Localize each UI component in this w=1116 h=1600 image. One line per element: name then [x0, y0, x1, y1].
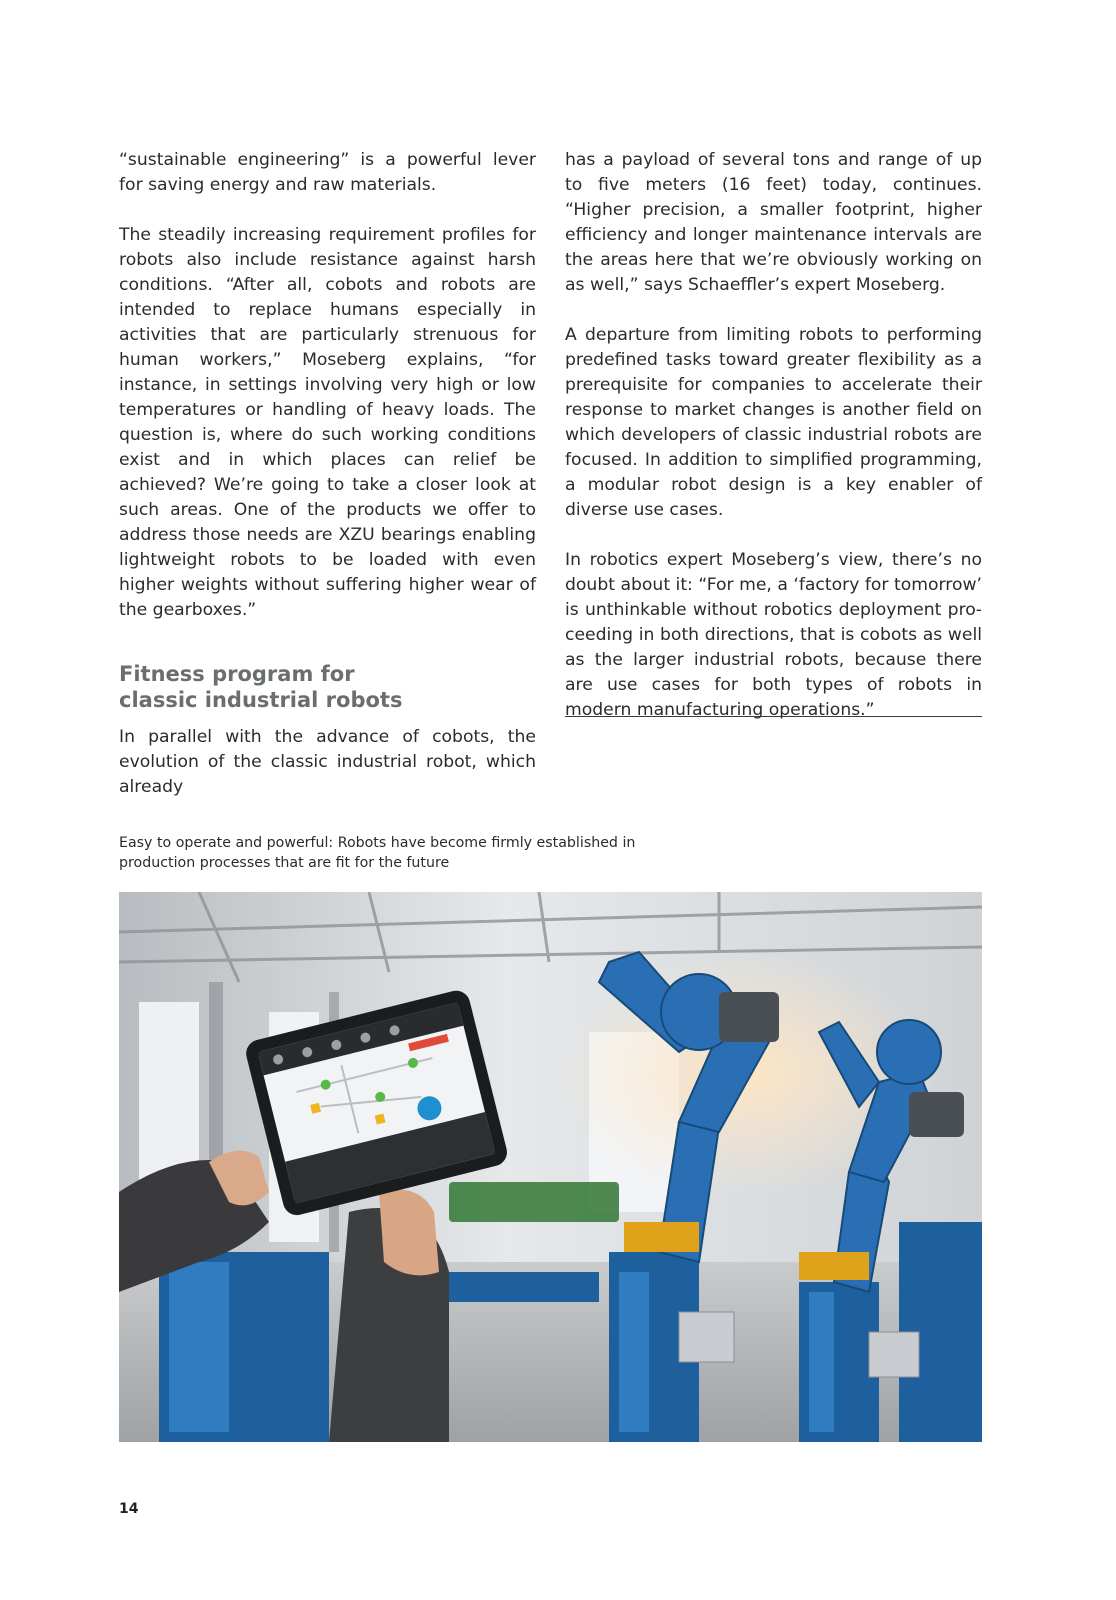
section-heading: Fitness program for classic industrial robots: [119, 662, 403, 712]
paragraph: In robotics expert Moseberg’s view, there’s no doubt about it: “For me, a ‘factory for tomorrow’ is unthinkable without robotics deployment proceeding in both directions, that is cobots as well as the larger industrial robots, because there are use cases for both types of robots in modern manufacturing operations.”: [565, 550, 982, 720]
paragraph: In parallel with the advance of cobots, the evolution of the classic industrial robot, which already: [119, 727, 536, 797]
paragraph: A departure from limiting robots to performing predefined tasks toward greater flexibility as a prerequisite for companies to accelerate their response to market changes is another field on which developers of classic industrial robots are focused. In addition to simplified programming, a modular robot design is a key enabler of diverse use cases.: [565, 325, 982, 520]
paragraph: has a payload of several tons and range of up to five meters (16 feet) today, continues. “Higher precision, a smaller footprint, higher efficiency and longer maintenance intervals are the areas here that we’re obviously working on as well,” says Schaeffler’s expert Moseberg.: [565, 150, 982, 295]
end-rule: [565, 716, 982, 717]
right-column: [565, 148, 982, 748]
left-column: [119, 148, 536, 825]
page-number: 14: [119, 1501, 139, 1517]
factory-robots-photo: [119, 892, 982, 1442]
figure-caption: Easy to operate and powerful: Robots have become firmly established in production processes that are fit for the future: [119, 835, 636, 871]
paragraph: The steadily increasing requirement profiles for robots also include resistance against harsh conditions. “After all, cobots and robots are intended to replace humans especially in activities that are particularly strenuous for human workers,” Moseberg explains, “for instance, in settings involving very high or low temperatures or handling of heavy loads. The question is, where do such working conditions exist and in which places can relief be achieved? We’re going to take a closer look at such areas. One of the products we offer to address those needs are XZU bearings enabling lightweight robots to be loaded with even higher weights without suffering higher wear of the gearboxes.”: [119, 225, 536, 620]
paragraph: “sustainable engineering” is a powerful lever for saving energy and raw materials.: [119, 150, 536, 195]
